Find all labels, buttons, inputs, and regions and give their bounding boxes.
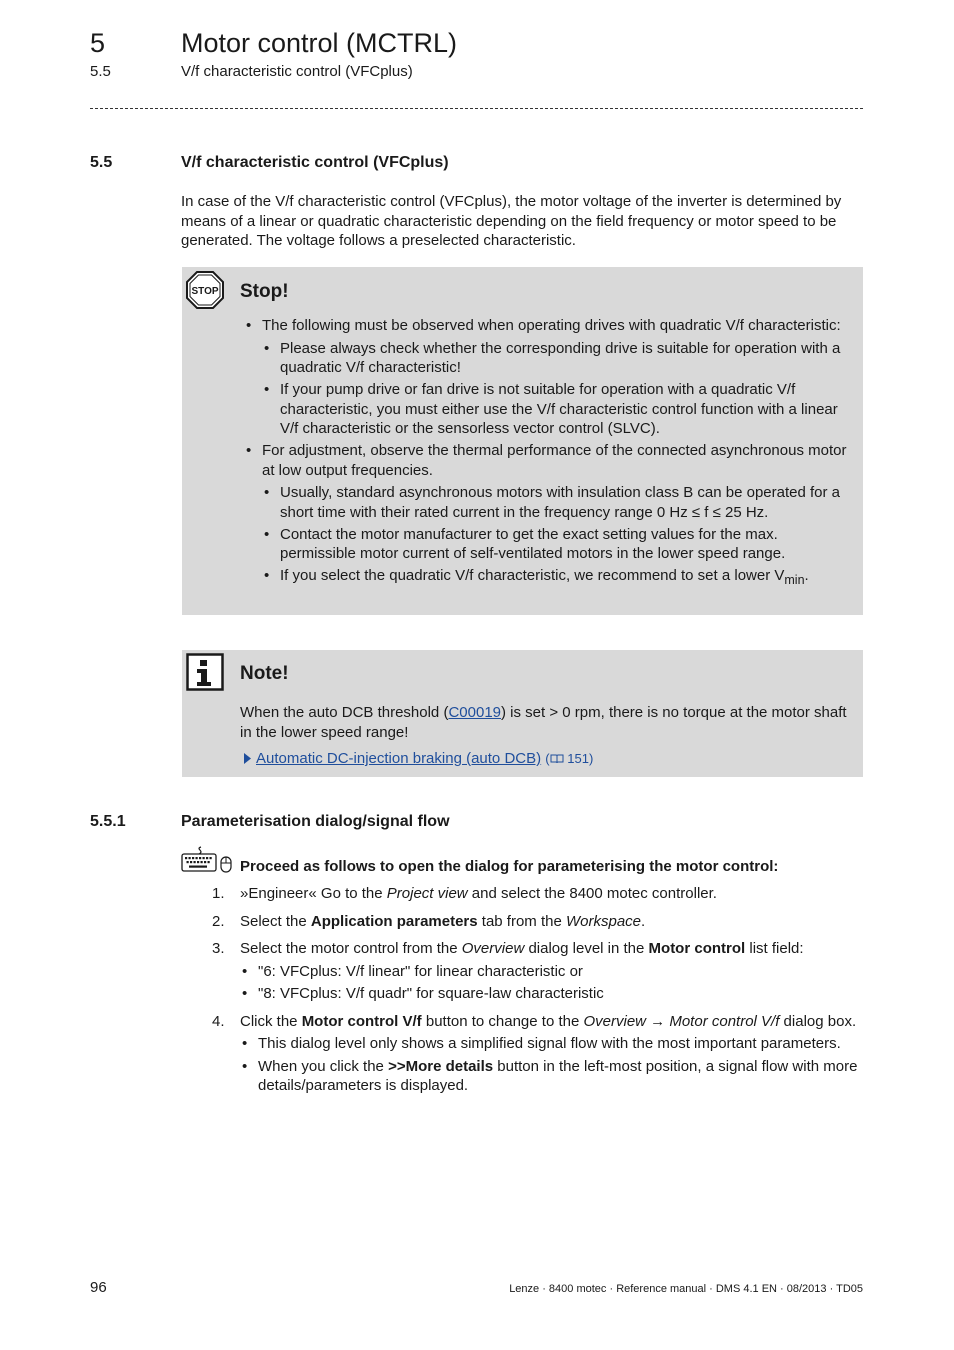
arrow-right-icon [244, 753, 251, 764]
step-4-number: 4. [212, 1012, 225, 1030]
info-icon [186, 653, 224, 691]
step-3-text-mid: dialog level in the [524, 940, 649, 957]
option-vf-quadr: "8: VFCplus: V/f quadr" for square-law characteristic [258, 985, 604, 1002]
arrow-right-icon: → [650, 1012, 666, 1030]
step-4-text-end: dialog box. [779, 1012, 857, 1030]
step-2-text-end: . [641, 912, 646, 930]
stop-box [182, 267, 863, 615]
vmin-subscript: min [784, 573, 805, 587]
auto-dcb-link[interactable]: Automatic DC-injection braking (auto DCB) [256, 750, 542, 767]
procedure-steps [212, 884, 862, 1104]
stop-title: Stop! [240, 281, 289, 302]
stop-sign-icon [186, 271, 224, 309]
note-text [240, 703, 852, 742]
list-item [240, 1057, 862, 1096]
header-divider [90, 108, 863, 109]
step-4-text: Click the [240, 1012, 302, 1030]
motor-control-term: Motor control [648, 940, 746, 957]
page-reference-number: 151 [567, 751, 589, 766]
list-item [244, 441, 852, 591]
motor-control-vf-dialog-term: Motor control V/f [669, 1012, 780, 1030]
step-1-number: 1. [212, 885, 225, 902]
stop-bullet-2-1: Usually, standard asynchronous motors with insulation class B can be operated for a short time with their rated current in the frequency range 0 Hz ≤ f ≤ 25 Hz. [280, 484, 841, 521]
intro-paragraph: In case of the V/f characteristic control (VFCplus), the motor voltage of the inverter is determined by means of a linear or quadratic characteristic depending on the field frequency or motor speed to be generated. The voltage follows a preselected characteristic. [181, 193, 842, 249]
document-info: Lenze · 8400 motec · Reference manual · DMS 4.1 EN · 08/2013 · TD05 [509, 1283, 863, 1295]
step-1-text-end: and select the 8400 motec controller. [467, 885, 717, 902]
list-item [262, 525, 852, 564]
note-box [182, 650, 863, 777]
step-2 [212, 912, 862, 932]
application-parameters-term: Application parameters [310, 912, 478, 930]
list-item [240, 984, 862, 1004]
overview-term: Overview [583, 1012, 646, 1030]
step-4-sub-1: This dialog level only shows a simplified signal flow with the most important parameters. [258, 1035, 841, 1052]
step-3-text: Select the motor control from the [240, 940, 462, 957]
list-item [262, 380, 852, 439]
list-item [262, 339, 852, 378]
stop-bullet-1-2: If your pump drive or fan drive is not suitable for operation with a quadratic V/f characteristic, you must either use the V/f characteristic control function with a linear V/f characteristic or the sensorless vector control (SLVC). [280, 381, 838, 437]
step-2-number: 2. [212, 912, 225, 930]
note-text-after: ) is set > 0 rpm, there is no torque at the motor shaft in the lower speed range! [240, 704, 847, 741]
page-reference[interactable]: ( 151) [545, 751, 594, 766]
stop-bullet-1: The following must be observed when operating drives with quadratic V/f characteristic: [262, 317, 841, 334]
step-1 [212, 884, 862, 904]
stop-bullet-2-3-text: If you select the quadratic V/f characteristic, we recommend to set a lower V [280, 567, 785, 584]
chapter-title: Motor control (MCTRL) [181, 28, 458, 58]
step-4 [212, 1012, 862, 1096]
note-text-before: When the auto DCB threshold ( [240, 704, 449, 721]
project-view-term: Project view [386, 885, 468, 902]
step-2-text: Select the [240, 912, 311, 930]
step-3-number: 3. [212, 940, 225, 957]
step-4-sub-2-end: button in the left-most position, a signal flow with more details/parameters is displayed. [258, 1057, 858, 1094]
note-xref[interactable] [244, 749, 854, 769]
stop-bullet-2: For adjustment, observe the thermal performance of the connected asynchronous motor at low output frequencies. [262, 442, 847, 479]
step-4-text-mid: button to change to the [421, 1012, 584, 1030]
list-item [262, 566, 852, 591]
step-3 [212, 939, 862, 1004]
motor-control-vf-term: Motor control V/f [301, 1012, 422, 1030]
keyboard-mouse-icon [181, 845, 233, 875]
list-item [240, 962, 862, 982]
note-title: Note! [240, 663, 289, 684]
workspace-term: Workspace [565, 912, 642, 930]
procedure-intro: Proceed as follows to open the dialog for parameterising the motor control: [240, 858, 779, 875]
stop-bullet-2-2: Contact the motor manufacturer to get the exact setting values for the max. permissible motor current of self-ventilated motors in the lower speed range. [280, 525, 786, 562]
section-number: 5.5 [90, 154, 113, 171]
list-item [240, 1034, 862, 1054]
c00019-link[interactable]: C00019 [448, 704, 501, 721]
book-icon [550, 754, 564, 764]
step-4-sub-2: When you click the [258, 1057, 389, 1075]
section-title: V/f characteristic control (VFCplus) [181, 154, 449, 171]
overview-term: Overview [461, 940, 525, 957]
list-item [244, 316, 852, 439]
subsection-title: Parameterisation dialog/signal flow [181, 813, 450, 830]
more-details-term: >>More details [388, 1057, 494, 1075]
step-1-text: »Engineer« Go to the [240, 885, 387, 902]
step-3-text-end: list field: [745, 940, 804, 957]
stop-icon-label: STOP [191, 286, 219, 297]
chapter-number: 5 [90, 28, 106, 58]
list-item [262, 483, 852, 522]
page-number: 96 [90, 1279, 107, 1296]
option-vf-linear: "6: VFCplus: V/f linear" for linear characteristic or [258, 962, 583, 980]
step-2-text-mid: tab from the [477, 912, 566, 930]
stop-bullet-2-3-end: . [804, 567, 809, 584]
stop-bullet-1-1: Please always check whether the corresponding drive is suitable for operation with a quadratic V/f characteristic! [280, 339, 841, 376]
header-section-number: 5.5 [90, 63, 111, 80]
stop-body [244, 316, 852, 593]
header-section-title: V/f characteristic control (VFCplus) [181, 63, 413, 80]
subsection-number: 5.5.1 [90, 813, 126, 830]
